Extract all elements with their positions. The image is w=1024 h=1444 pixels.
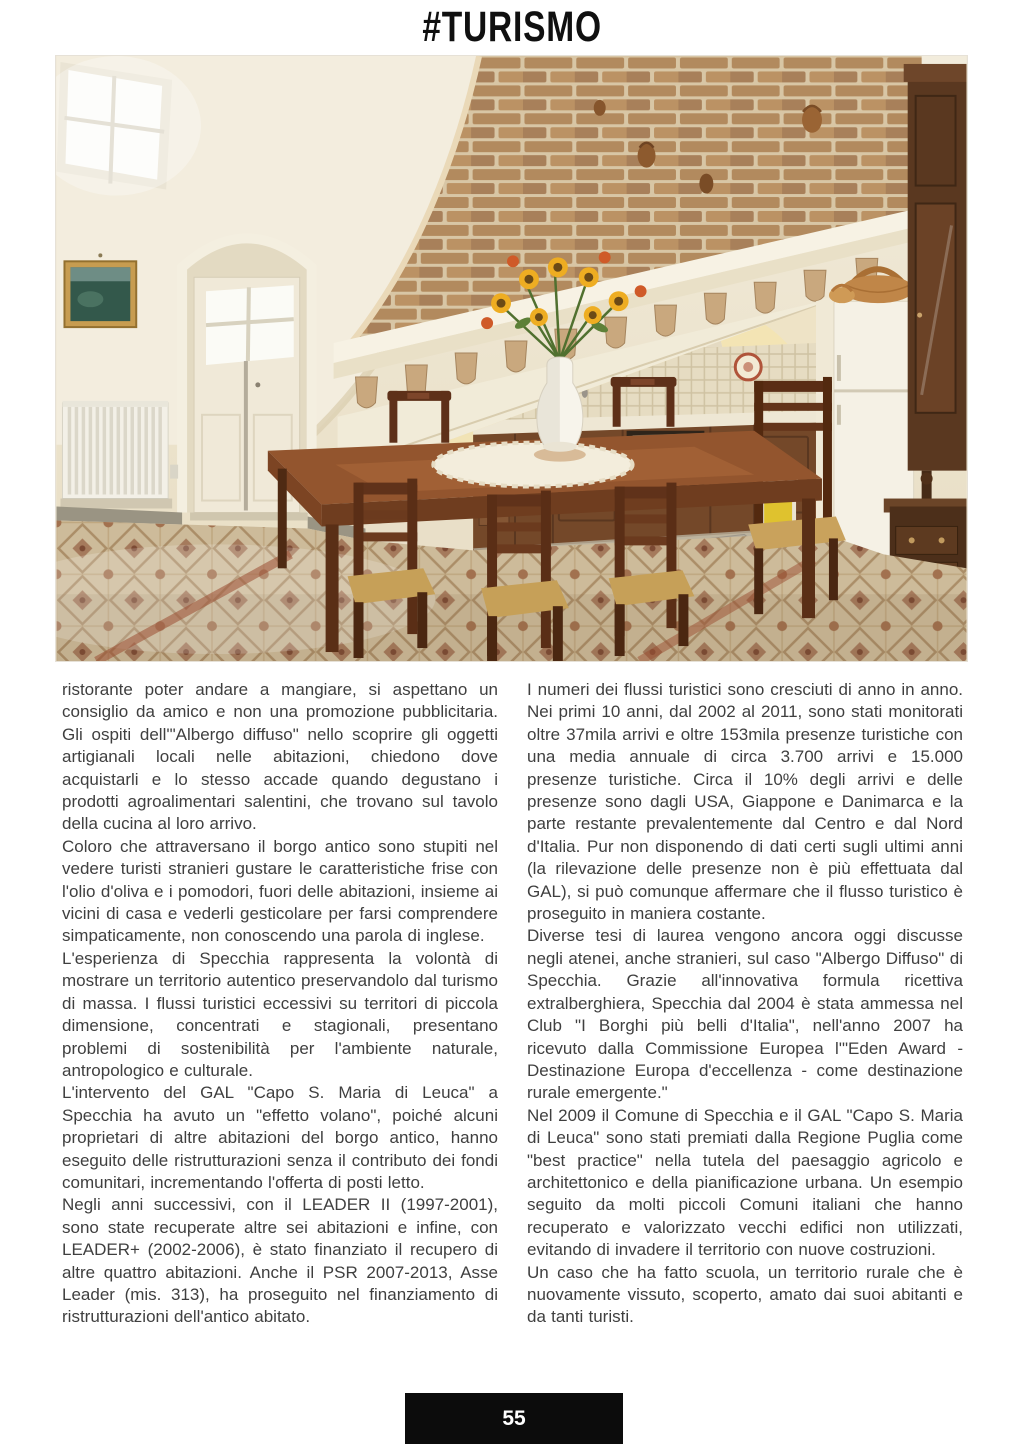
page-title: #TURISMO — [422, 3, 602, 51]
right-column — [527, 679, 963, 1329]
paragraph: Nel 2009 il Comune di Specchia e il GAL "Capo S. Maria di Leuca" sono stati premiati dalla Regione Puglia come "best practice" nella tutela del paesaggio agricolo e architettonico e della pianificazione urbana. Un esempio seguito da molti piccoli Comuni italiani che hanno recuperato e valorizzato vecchi edifici non utilizzati, evitando di invadere il territorio con nuove costruzioni. — [527, 1105, 963, 1260]
article-body — [62, 679, 963, 1329]
page-number: 55 — [502, 1406, 526, 1430]
lace-doily — [433, 443, 632, 487]
paragraph: Coloro che attraversano il borgo antico sono stupiti nel vedere turisti stranieri gustare le caratteristiche frise con l'olio d'oliva e i pomodori, fuori delle abitazioni, insieme ai vicini di casa e vederli gesticolare per farsi comprendere simpaticamente, non conoscendo una parola di inglese. — [62, 836, 498, 946]
page-number-bar — [405, 1393, 623, 1444]
display-cabinet — [904, 64, 967, 505]
article-photo — [55, 55, 968, 662]
paragraph: Diverse tesi di laurea vengono ancora oggi discusse negli atenei, anche stranieri, sul caso "Albergo Diffuso" di Specchia. Grazie all'innovativa formula ricettiva extralberghiera, Specchia dal 2004 è stata ammessa nel Club "I Borghi più belli d'Italia", nell'anno 2007 ha ricevuto dalla Commissione Europea l'"Eden Award - Destinazione Europa d'eccellenza - come destinazione rurale emergente." — [527, 926, 963, 1103]
paragraph: Un caso che ha fatto scuola, un territorio rurale che è nuovamente vissuto, scoperto, amato dai suoi abitanti e da tanti turisti. — [527, 1262, 963, 1327]
paragraph: L'esperienza di Specchia rappresenta la volontà di mostrare un territorio autentico preservandolo dal turismo di massa. I flussi turistici eccessivi su territori di piccola dimensione, concentrati e stagionali, presentano problemi di sostenibilità per l'ambiente naturale, antropologico e culturale. — [62, 948, 498, 1080]
left-column — [62, 679, 498, 1329]
decorative-plate — [735, 354, 761, 380]
kitchen-photo-illustration — [56, 56, 967, 661]
paragraph: I numeri dei flussi turistici sono cresciuti di anno in anno. Nei primi 10 anni, dal 2002 al 2011, sono stati monitorati oltre 37mila arrivi e oltre 153mila presenze turistiche con una media annuale di circa 3.700 arrivi e 15.000 presenze turistiche. Circa il 10% degli arrivi e delle presenze sono dagli USA, Giappone e Danimarca e la parte restante prevalentemente dal Centro e dal Nord d'Italia. Pur non disponendo di dati certi sugli ultimi anni (la rilevazione delle presenze non è più effettuata dal GAL), si può comunque affermare che il flusso turistico è proseguito in maniera costante. — [527, 680, 963, 924]
radiator — [60, 401, 178, 509]
page-header — [0, 2, 1024, 52]
paragraph: ristorante poter andare a mangiare, si aspettano un consiglio da amico e non una promozione pubblicitaria. Gli ospiti dell'"Albergo diffuso" nello scoprire gli oggetti artigianali locali nelle abitazioni, chiedono dove acquistarli e lo stesso accade quando degustano i prodotti agroalimentari salentini, che trovano sul tavolo della cucina al loro arrivo. — [62, 680, 498, 834]
framed-picture — [64, 253, 136, 327]
paragraph: L'intervento del GAL "Capo S. Maria di Leuca" a Specchia ha avuto un "effetto volano", poiché alcuni proprietari di altre abitazioni del borgo antico, hanno eseguito delle ristrutturazioni senza il contributo dei fondi comunitari, incrementando l'offerta di posti letto. — [62, 1083, 498, 1192]
paragraph: Negli anni successivi, con il LEADER II (1997-2001), sono state recuperate altre sei abitazioni e infine, con LEADER+ (2002-2006), è stato finanziato il recupero di altre quattro abitazioni. Anche il PSR 2007-2013, Asse Leader (mis. 313), ha proseguito nel finanziamento di ristrutturazioni dell'antico abitato. — [62, 1195, 498, 1327]
